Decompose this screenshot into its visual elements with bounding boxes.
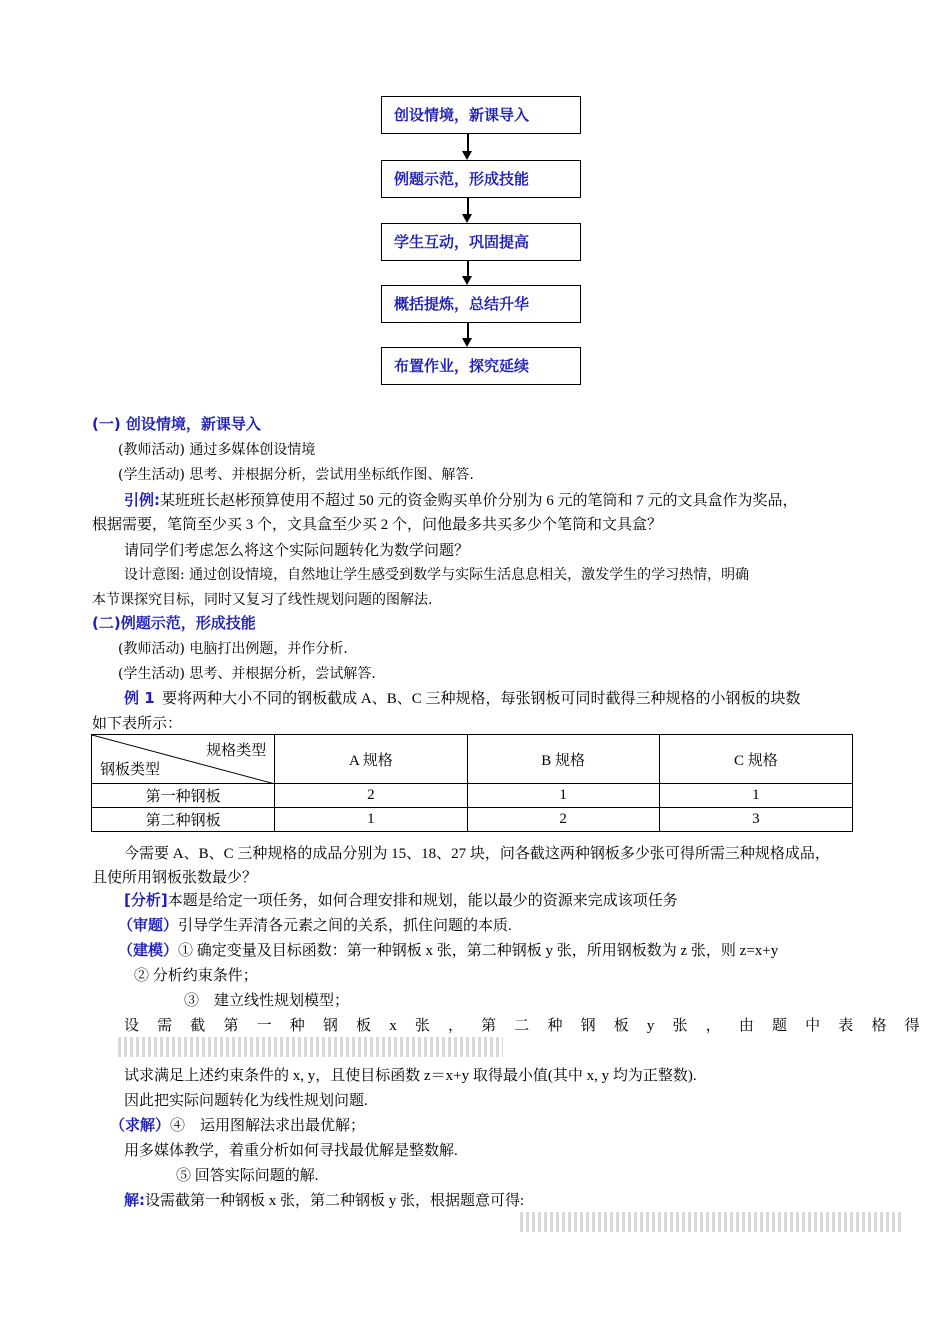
analysis-line xyxy=(124,889,678,910)
arrow-down-icon xyxy=(462,151,472,160)
section1-design-line1: 设计意图: 通过创设情境，自然地让学生感受到数学与实际生活息息相关，激发学生的学习热情，明确 xyxy=(124,567,750,583)
solve-text: ④ 运用图解法求出最优解； xyxy=(170,1118,366,1134)
section1-example-line2: 根据需要，笔筒至少买 3 个，文具盒至少买 2 个，问他最多共买多少个笔筒和文具盒？ xyxy=(92,517,663,533)
table-column-header: A 规格 xyxy=(275,735,467,784)
flow-connector xyxy=(467,198,469,215)
model-label: （建模） xyxy=(118,941,179,959)
constraint-formula-image xyxy=(118,1037,503,1057)
table-row xyxy=(92,784,853,808)
answer-formula-image xyxy=(520,1212,903,1232)
table-row-label: 第一种钢板 xyxy=(92,784,275,808)
analysis-label: [分析] xyxy=(124,891,168,909)
solve-line xyxy=(110,1114,365,1135)
convert-line: 因此把实际问题转化为线性规划问题. xyxy=(124,1093,368,1109)
section2-teacher-activity: (教师活动) 电脑打出例题，并作分析. xyxy=(118,641,348,657)
model-text: ① 确定变量及目标函数：第一种钢板 x 张，第二种钢板 y 张，所用钢板数为 z 张，则 z=x+y xyxy=(178,943,779,959)
review-text: 引导学生弄清各元素之间的关系，抓住问题的本质. xyxy=(178,918,512,934)
flow-step-2: 例题示范，形成技能 xyxy=(381,160,581,198)
table-header-bottom: 钢板类型 xyxy=(100,762,161,778)
table-column-header: B 规格 xyxy=(467,735,659,784)
step2-line: ② 分析约束条件； xyxy=(134,968,258,984)
answer-text: 设需截第一种钢板 x 张，第二种钢板 y 张，根据题意可得: xyxy=(145,1193,525,1209)
example1-text: 要将两种大小不同的钢板截成 A、B、C 三种规格，每张钢板可同时截得三种规格的小钢板的块数 xyxy=(162,691,801,707)
review-label: （审题） xyxy=(118,916,179,934)
arrow-down-icon xyxy=(462,276,472,285)
answer-line xyxy=(124,1189,524,1210)
solve-label: （求解） xyxy=(110,1116,171,1134)
step3-line: ③ 建立线性规划模型； xyxy=(184,993,350,1009)
flow-step-4: 概括提炼，总结升华 xyxy=(381,285,581,323)
section1-heading: (一) 创设情境，新课导入 xyxy=(92,415,261,433)
table-row xyxy=(92,808,853,832)
section1-question: 请同学们考虑怎么将这个实际问题转化为数学问题？ xyxy=(124,543,470,559)
arrow-down-icon xyxy=(462,338,472,347)
media-line: 用多媒体教学，着重分析如何寻找最优解是整数解. xyxy=(124,1143,458,1159)
steel-spec-table xyxy=(91,734,853,832)
section1-design-line2: 本节课探究目标，同时又复习了线性规划问题的图解法. xyxy=(92,592,433,608)
model-line xyxy=(118,939,778,960)
table-cell: 2 xyxy=(467,808,659,832)
table-cell: 1 xyxy=(467,784,659,808)
arrow-down-icon xyxy=(462,214,472,223)
section1-example-line1 xyxy=(124,489,798,510)
flow-step-5: 布置作业，探究延续 xyxy=(381,347,581,385)
table-corner-cell xyxy=(92,735,275,784)
table-cell: 3 xyxy=(659,808,852,832)
table-header-top: 规格类型 xyxy=(206,743,267,759)
section1-student-activity: (学生活动) 思考、并根据分析，尝试用坐标纸作图、解答. xyxy=(118,467,474,483)
answer-label: 解: xyxy=(124,1191,145,1209)
table-cell: 1 xyxy=(275,808,467,832)
flow-step-3: 学生互动，巩固提高 xyxy=(381,223,581,261)
table-row-label: 第二种钢板 xyxy=(92,808,275,832)
table-cell: 2 xyxy=(275,784,467,808)
example-label: 引例: xyxy=(124,491,160,509)
setup-line: 设 需 截 第 一 种 钢 板 x 张 ， 第 二 种 钢 板 y 张 ， 由 题 中 表 格 得 xyxy=(124,1018,927,1034)
section2-example-line1 xyxy=(124,687,801,708)
section2-student-activity: (学生活动) 思考、并根据分析，尝试解答. xyxy=(118,666,376,682)
section2-example-line2: 如下表所示： xyxy=(92,716,183,732)
objective-line: 试求满足上述约束条件的 x, y，且使目标函数 z＝x+y 取得最小值(其中 x, y 均为正整数). xyxy=(124,1068,697,1084)
section2-heading: (二)例题示范，形成技能 xyxy=(92,614,256,632)
review-line xyxy=(118,914,512,935)
problem-line1: 今需要 A、B、C 三种规格的成品分别为 15、18、27 块，问各截这两种钢板多少张可得所需三种规格成品， xyxy=(124,846,830,862)
step5-line: ⑤ 回答实际问题的解. xyxy=(176,1168,319,1184)
flow-step-1: 创设情境，新课导入 xyxy=(381,96,581,134)
example-text: 某班班长赵彬预算使用不超过 50 元的资金购买单价分别为 6 元的笔筒和 7 元的文具盒作为奖品， xyxy=(160,493,798,509)
table-column-header: C 规格 xyxy=(659,735,852,784)
section1-teacher-activity: (教师活动) 通过多媒体创设情境 xyxy=(118,442,316,458)
table-cell: 1 xyxy=(659,784,852,808)
analysis-text: 本题是给定一项任务，如何合理安排和规划，能以最少的资源来完成该项任务 xyxy=(167,893,678,909)
example1-label: 例 1 xyxy=(124,689,155,707)
problem-line2: 且使所用钢板张数最少？ xyxy=(92,870,258,886)
